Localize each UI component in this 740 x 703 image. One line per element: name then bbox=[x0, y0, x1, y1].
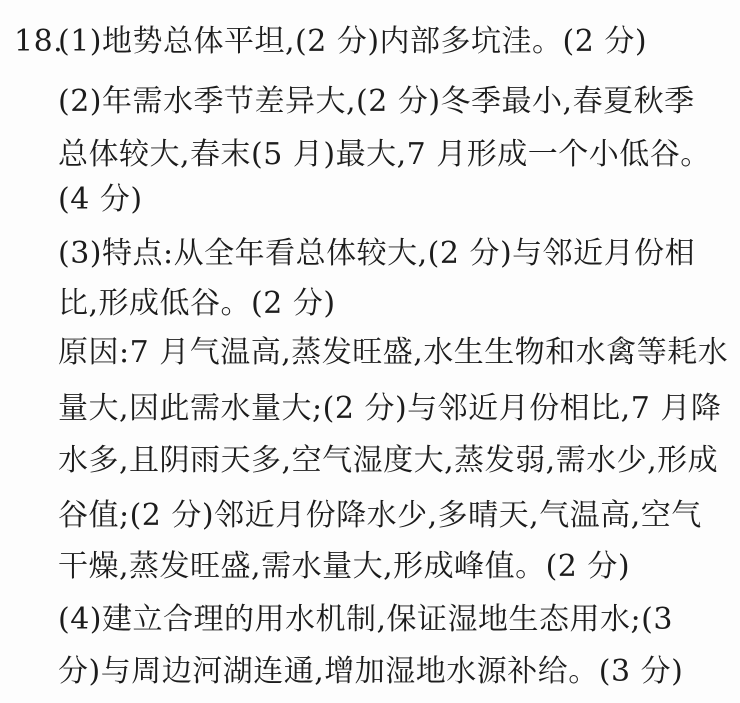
answer-line-12: (4)建立合理的用水机制,保证湿地生态用水;(3 bbox=[58, 602, 673, 637]
answer-line-8: 量大,因此需水量大;(2 分)与邻近月份相比,7 月降 bbox=[58, 391, 722, 426]
answer-line-4: (4 分) bbox=[58, 182, 143, 217]
answer-line-3: 总体较大,春末(5 月)最大,7 月形成一个小低谷。 bbox=[58, 137, 711, 172]
answer-line-2: (2)年需水季节差异大,(2 分)冬季最小,春夏秋季 bbox=[58, 84, 695, 119]
answer-line-1: (1)地势总体平坦,(2 分)内部多坑洼。(2 分) bbox=[58, 24, 648, 59]
answer-line-5: (3)特点:从全年看总体较大,(2 分)与邻近月份相 bbox=[58, 236, 696, 271]
question-number: 18. bbox=[14, 24, 64, 59]
answer-line-9: 水多,且阴雨天多,空气湿度大,蒸发弱,需水少,形成 bbox=[58, 443, 719, 478]
answer-line-6: 比,形成低谷。(2 分) bbox=[58, 286, 336, 321]
answer-line-10: 谷值;(2 分)邻近月份降水少,多晴天,气温高,空气 bbox=[58, 498, 702, 533]
answer-line-11: 干燥,蒸发旺盛,需水量大,形成峰值。(2 分) bbox=[58, 549, 631, 584]
answer-line-13: 分)与周边河湖连通,增加湿地水源补给。(3 分) bbox=[58, 654, 684, 689]
answer-line-7: 原因:7 月气温高,蒸发旺盛,水生生物和水禽等耗水 bbox=[58, 335, 729, 370]
